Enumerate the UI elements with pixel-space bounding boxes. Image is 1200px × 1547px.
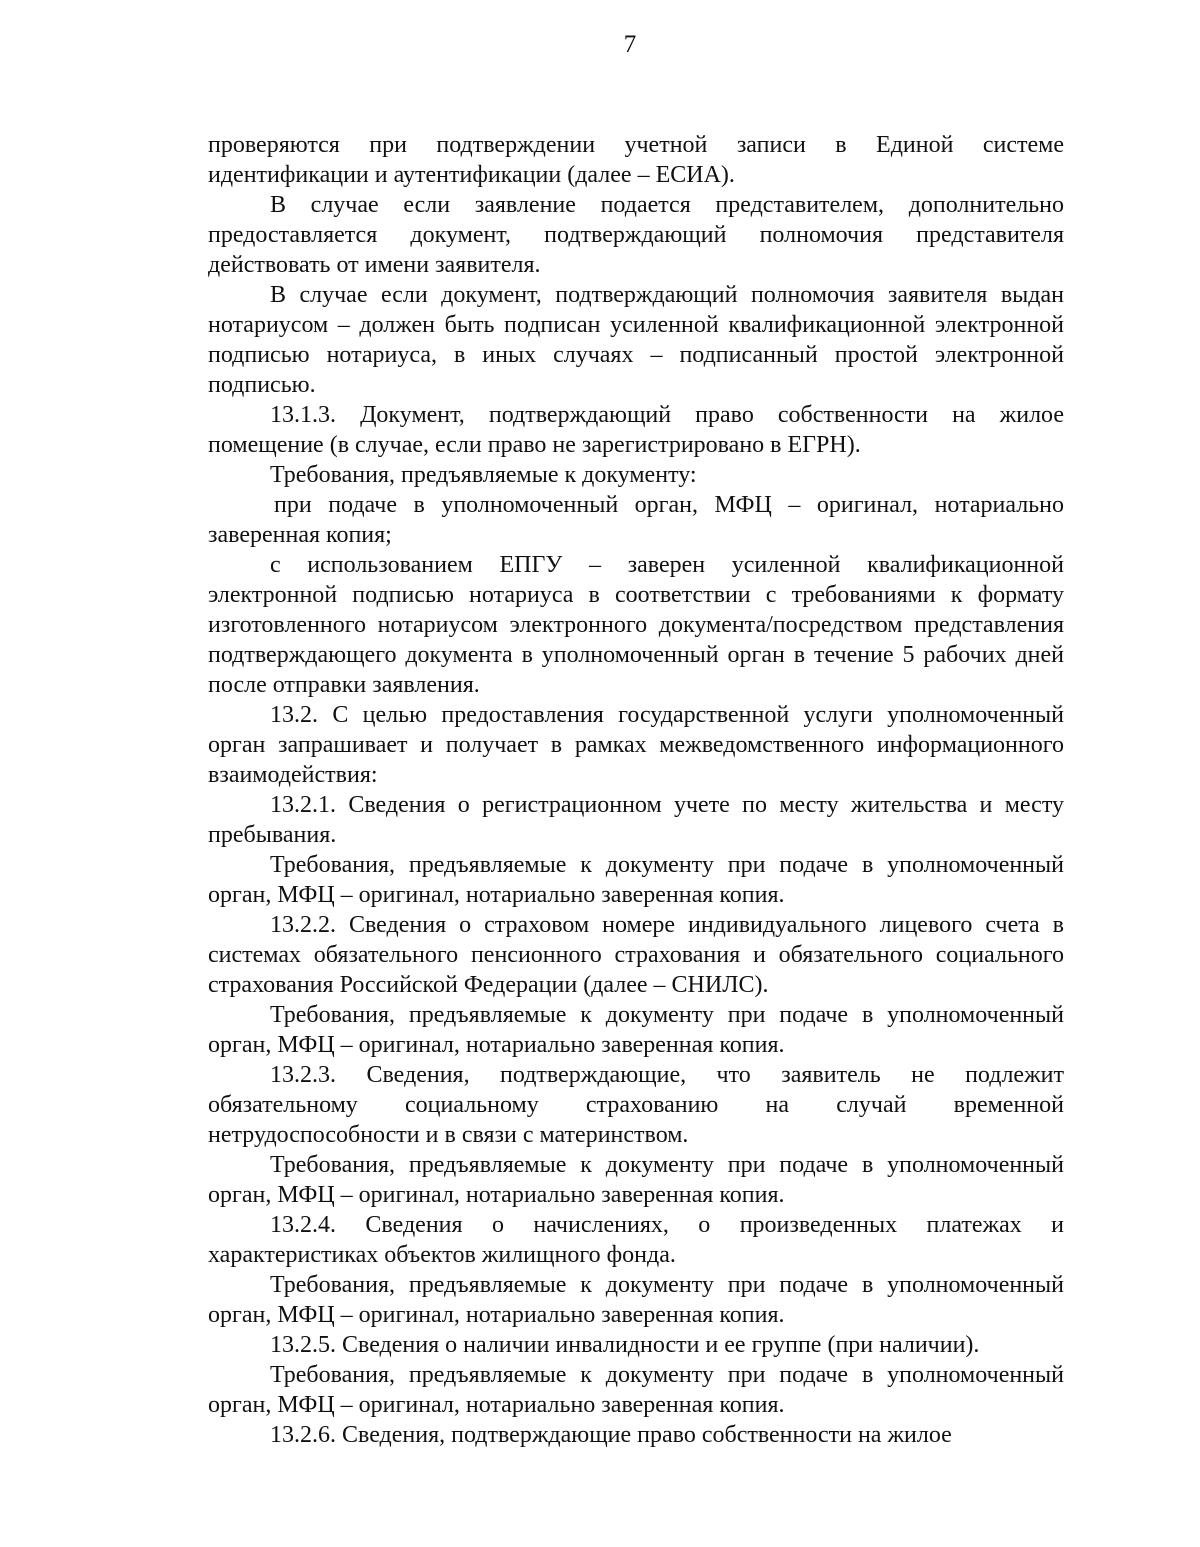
page-number: 7 (623, 31, 637, 58)
paragraph: 13.2. С целью предоставления государственной услуги уполномоченный орган запрашивает и получает в рамках межведомственного информационного взаимодействия: (208, 702, 1064, 788)
paragraph: 13.1.3. Документ, подтверждающий право собственности на жилое помещение (в случае, если право не зарегистрировано в ЕГРН). (208, 402, 1064, 458)
document-body (208, 130, 1064, 1450)
paragraph: при подаче в уполномоченный орган, МФЦ – оригинал, нотариально заверенная копия; (208, 492, 1064, 548)
paragraph: 13.2.2. Сведения о страховом номере индивидуального лицевого счета в системах обязательного пенсионного страхования и обязательного социального страхования Российской Федерации (далее – СНИЛС). (208, 912, 1064, 998)
paragraph: Требования, предъявляемые к документу при подаче в уполномоченный орган, МФЦ – оригинал, нотариально заверенная копия. (208, 1152, 1064, 1208)
paragraph: 13.2.5. Сведения о наличии инвалидности и ее группе (при наличии). (270, 1332, 980, 1358)
paragraph: В случае если документ, подтверждающий полномочия заявителя выдан нотариусом – должен быть подписан усиленной квалификационной электронной подписью нотариуса, в иных случаях – подписанный простой электронной подписью. (208, 282, 1064, 398)
paragraph: проверяются при подтверждении учетной записи в Единой системе идентификации и аутентификации (далее – ЕСИА). (208, 132, 1064, 188)
paragraph: Требования, предъявляемые к документу при подаче в уполномоченный орган, МФЦ – оригинал, нотариально заверенная копия. (208, 1002, 1064, 1058)
paragraph: Требования, предъявляемые к документу при подаче в уполномоченный орган, МФЦ – оригинал, нотариально заверенная копия. (208, 1362, 1064, 1418)
paragraph: Требования, предъявляемые к документу при подаче в уполномоченный орган, МФЦ – оригинал, нотариально заверенная копия. (208, 1272, 1064, 1328)
paragraph: Требования, предъявляемые к документу: (270, 462, 697, 488)
paragraph: Требования, предъявляемые к документу при подаче в уполномоченный орган, МФЦ – оригинал, нотариально заверенная копия. (208, 852, 1064, 908)
paragraph: В случае если заявление подается представителем, дополнительно предоставляется документ, подтверждающий полномочия представителя действовать от имени заявителя. (208, 192, 1064, 278)
paragraph: с использованием ЕПГУ – заверен усиленной квалификационной электронной подписью нотариуса в соответствии с требованиями к формату изготовленного нотариусом электронного документа/посредством представления подтверждающего документа в уполномоченный орган в течение 5 рабочих дней после отправки заявления. (208, 552, 1064, 698)
paragraph: 13.2.3. Сведения, подтверждающие, что заявитель не подлежит обязательному социальному страхованию на случай временной нетрудоспособности и в связи с материнством. (208, 1062, 1064, 1148)
paragraph: 13.2.6. Сведения, подтверждающие право собственности на жилое (270, 1422, 952, 1448)
paragraph: 13.2.4. Сведения о начислениях, о произведенных платежах и характеристиках объектов жилищного фонда. (208, 1212, 1064, 1268)
paragraph: 13.2.1. Сведения о регистрационном учете по месту жительства и месту пребывания. (208, 792, 1064, 848)
